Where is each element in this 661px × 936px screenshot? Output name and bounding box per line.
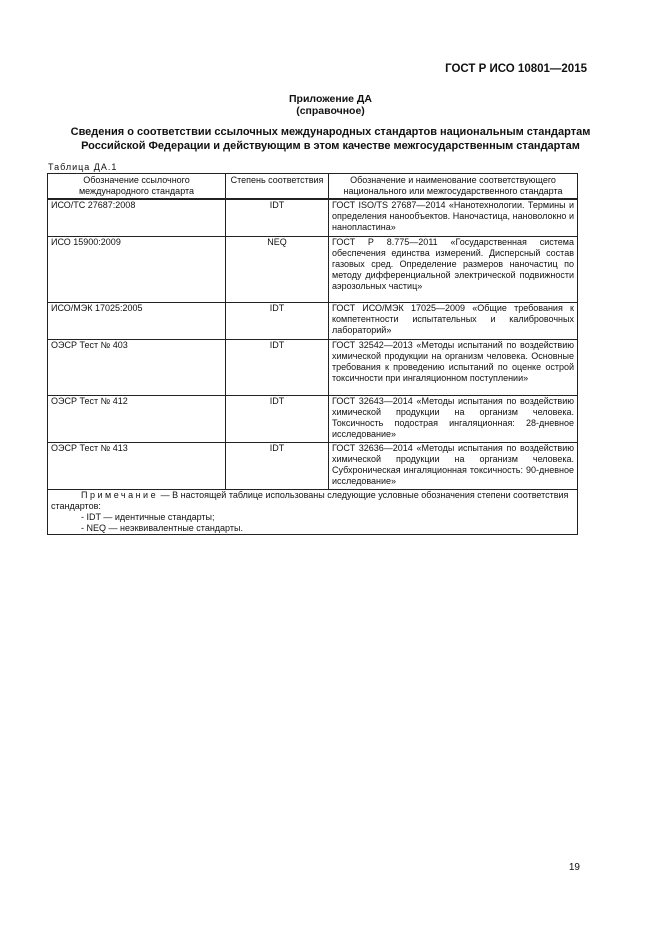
national-standard-cell: ГОСТ 32542—2013 «Методы испытаний по воздействию химической продукции на организм человека. Основные требования к проведению испытаний по оценке острой токсичности при ингаляционном поступлении» <box>329 339 578 395</box>
appendix-subtitle: (справочное) <box>296 105 365 117</box>
table-row <box>48 199 578 236</box>
note-label: Примечание <box>81 489 159 500</box>
page-number: 19 <box>568 862 580 873</box>
degree-cell: IDT <box>226 199 329 236</box>
reference-standard-cell: ИСО/ТС 27687:2008 <box>48 199 226 236</box>
national-standard-cell: ГОСТ 32643—2014 «Методы испытания по воздействию химической продукции на организм человека. Токсичность подострая ингаляционная: 28-дневное исследование» <box>329 395 578 442</box>
note-item-neq: - NEQ — неэквивалентные стандарты. <box>81 522 243 533</box>
degree-cell: NEQ <box>226 236 329 302</box>
document-number: ГОСТ Р ИСО 10801—2015 <box>445 63 587 75</box>
column-header-reference: Обозначение ссылочного международного стандарта <box>48 174 226 200</box>
correspondence-table <box>47 173 578 535</box>
note-item-idt: - IDT — идентичные стандарты; <box>81 511 215 522</box>
section-title-line-1: Сведения о соответствии ссылочных международных стандартов национальным стандартам <box>70 126 591 138</box>
table-row <box>48 442 578 489</box>
section-title <box>40 126 621 153</box>
national-standard-cell: ГОСТ ИСО/МЭК 17025—2009 «Общие требования к компетентности испытательных и калибровочных лабораторий» <box>329 302 578 339</box>
table-row <box>48 339 578 395</box>
table-row <box>48 236 578 302</box>
table-row <box>48 395 578 442</box>
national-standard-cell: ГОСТ Р 8.775—2011 «Государственная система обеспечения единства измерений. Дисперсный состав газовых сред. Определение размеров наночастиц по методу дифференциальной электрической подвижности аэрозольных частиц» <box>329 236 578 302</box>
appendix-title: Приложение ДА <box>289 93 372 105</box>
column-header-national: Обозначение и наименование соответствующего национального или межгосударственного стандарта <box>329 174 578 200</box>
national-standard-cell: ГОСТ ISO/TS 27687—2014 «Нанотехнологии. Термины и определения нанообъектов. Наночастица, нановолокно и нанопластина» <box>329 199 578 236</box>
degree-cell: IDT <box>226 302 329 339</box>
table-row <box>48 302 578 339</box>
reference-standard-cell: ОЭСР Тест № 413 <box>48 442 226 489</box>
table-note <box>48 489 578 534</box>
reference-standard-cell: ИСО/МЭК 17025:2005 <box>48 302 226 339</box>
column-header-degree: Степень соответствия <box>226 174 329 200</box>
reference-standard-cell: ИСО 15900:2009 <box>48 236 226 302</box>
reference-standard-cell: ОЭСР Тест № 403 <box>48 339 226 395</box>
table-header-row <box>48 174 578 200</box>
reference-standard-cell: ОЭСР Тест № 412 <box>48 395 226 442</box>
note-paragraph <box>51 490 574 512</box>
degree-cell: IDT <box>226 442 329 489</box>
appendix-heading <box>0 93 661 117</box>
table-note-row <box>48 489 578 534</box>
national-standard-cell: ГОСТ 32636—2014 «Методы испытания по воздействию химической продукции на организм человека. Субхроническая ингаляционная токсичность: 90-дневное исследование» <box>329 442 578 489</box>
degree-cell: IDT <box>226 395 329 442</box>
section-title-line-2: Российской Федерации и действующим в этом качестве межгосударственным стандартам <box>81 139 580 152</box>
note-text: — В настоящей таблице использованы следующие условные обозначения степени соответствия стандартов: <box>51 489 569 511</box>
table-caption: Таблица ДА.1 <box>48 162 118 172</box>
degree-cell: IDT <box>226 339 329 395</box>
